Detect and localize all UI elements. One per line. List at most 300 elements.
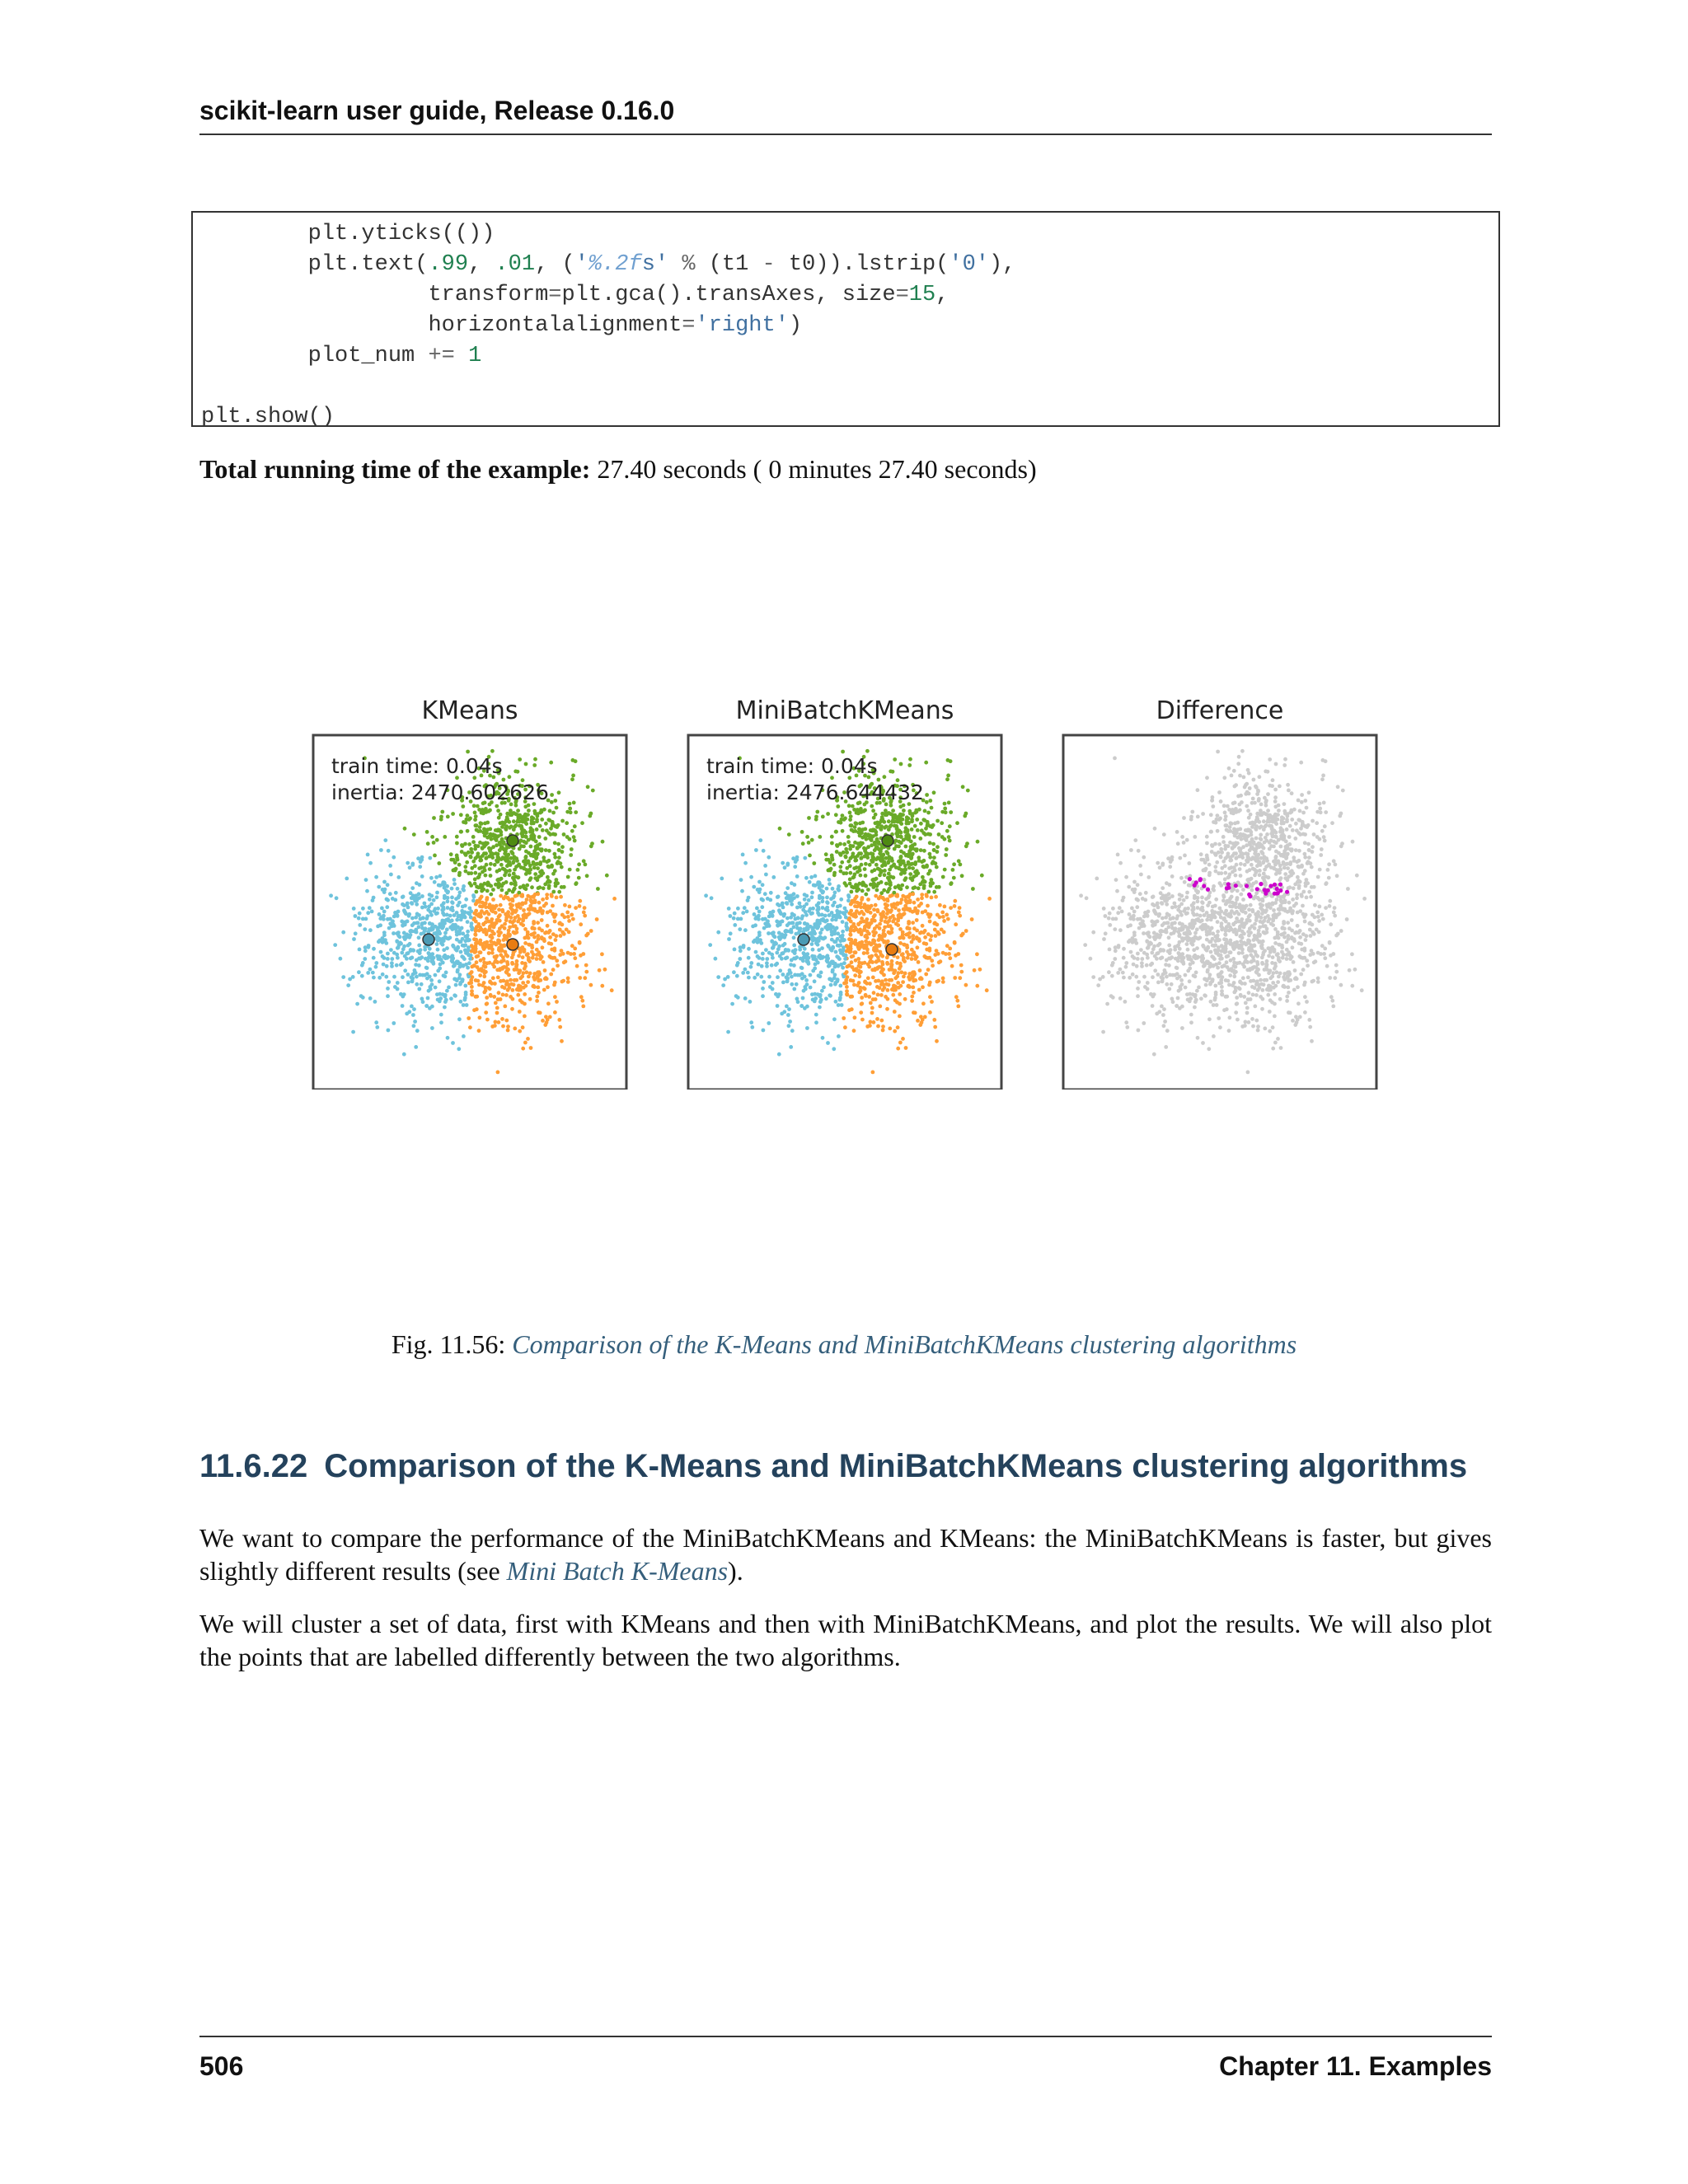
scatter-point — [379, 848, 383, 852]
scatter-point — [1146, 956, 1150, 960]
scatter-point — [881, 853, 885, 857]
scatter-point — [436, 948, 440, 952]
scatter-point — [441, 943, 445, 947]
scatter-point — [818, 931, 823, 935]
scatter-point — [1277, 804, 1281, 808]
scatter-point — [424, 1004, 429, 1008]
scatter-point — [1307, 848, 1311, 852]
scatter-point — [757, 914, 761, 918]
scatter-point — [1262, 860, 1266, 864]
scatter-point — [776, 902, 780, 907]
scatter-point — [743, 996, 748, 1001]
scatter-point — [1091, 930, 1095, 935]
scatter-point — [1195, 927, 1199, 931]
scatter-point — [754, 848, 758, 852]
scatter-point — [1124, 875, 1128, 879]
scatter-point — [441, 905, 445, 909]
scatter-point — [897, 866, 901, 870]
scatter-point — [1139, 948, 1143, 952]
scatter-point — [385, 898, 389, 902]
scatter-point — [847, 1008, 851, 1012]
scatter-point — [879, 993, 884, 997]
scatter-point — [548, 809, 552, 813]
scatter-point — [483, 822, 487, 826]
scatter-point — [445, 946, 449, 950]
scatter-point — [378, 916, 382, 921]
scatter-point — [885, 1007, 889, 1011]
scatter-point — [892, 864, 896, 868]
scatter-point — [826, 812, 830, 816]
scatter-point — [485, 1001, 489, 1005]
scatter-point — [486, 881, 490, 885]
scatter-point — [1241, 888, 1245, 892]
scatter-point — [1217, 842, 1221, 846]
scatter-point — [915, 937, 919, 941]
code-token: % — [682, 252, 696, 277]
scatter-point — [499, 863, 504, 867]
scatter-point — [1273, 799, 1278, 804]
scatter-point — [865, 908, 869, 912]
scatter-point — [1259, 837, 1263, 841]
scatter-point — [476, 851, 481, 855]
scatter-point — [459, 830, 463, 834]
scatter-point — [460, 954, 464, 958]
scatter-point — [824, 996, 828, 1001]
scatter-point — [975, 952, 979, 956]
scatter-point — [1167, 913, 1171, 917]
scatter-point — [400, 962, 404, 966]
scatter-point — [446, 1036, 450, 1040]
scatter-point — [601, 840, 605, 844]
scatter-point — [820, 946, 824, 950]
scatter-point — [543, 1023, 547, 1027]
scatter-point — [1321, 774, 1325, 778]
scatter-point — [494, 1020, 498, 1024]
scatter-point — [542, 859, 546, 863]
scatter-point — [813, 1000, 817, 1004]
scatter-point — [857, 865, 861, 869]
scatter-point — [860, 841, 865, 846]
scatter-point — [896, 1047, 900, 1051]
scatter-point — [435, 838, 439, 842]
scatter-point — [846, 926, 850, 930]
scatter-point — [753, 912, 757, 916]
scatter-point — [540, 929, 544, 933]
scatter-point — [867, 995, 871, 999]
scatter-point — [522, 908, 526, 912]
scatter-point — [497, 991, 501, 995]
scatter-point — [785, 901, 789, 905]
scatter-point — [789, 916, 793, 920]
scatter-point — [845, 993, 849, 997]
scatter-point — [832, 896, 836, 900]
scatter-point — [811, 907, 815, 911]
scatter-point — [757, 880, 762, 884]
scatter-point — [540, 955, 544, 959]
scatter-point — [851, 875, 856, 879]
scatter-point — [388, 864, 392, 868]
scatter-point — [1282, 821, 1286, 825]
scatter-point — [536, 866, 540, 870]
scatter-point — [957, 911, 961, 915]
scatter-point — [898, 1041, 903, 1045]
scatter-point — [462, 884, 466, 888]
scatter-point — [880, 815, 884, 819]
scatter-point — [1096, 983, 1100, 987]
scatter-point — [815, 926, 819, 930]
scatter-point — [864, 993, 868, 997]
scatter-point — [795, 874, 799, 879]
scatter-point — [913, 870, 917, 874]
scatter-point — [1231, 854, 1235, 858]
scatter-point — [926, 932, 931, 936]
scatter-point — [446, 899, 450, 903]
scatter-point — [917, 960, 921, 964]
scatter-point — [1243, 785, 1247, 790]
scatter-point — [479, 858, 483, 862]
scatter-point — [1259, 833, 1263, 837]
scatter-point — [475, 960, 479, 964]
scatter-point — [401, 1004, 405, 1008]
scatter-point — [366, 971, 370, 975]
scatter-point — [828, 860, 832, 865]
scatter-point — [565, 821, 569, 825]
scatter-point — [930, 878, 934, 882]
scatter-point — [1193, 1000, 1198, 1004]
scatter-point — [1296, 799, 1301, 803]
scatter-point — [406, 902, 410, 906]
code-token: = — [682, 313, 696, 338]
scatter-point — [1301, 890, 1306, 894]
scatter-point — [872, 934, 876, 938]
scatter-point — [795, 894, 799, 898]
scatter-point — [364, 878, 368, 882]
scatter-point — [901, 952, 905, 956]
scatter-point — [463, 865, 467, 869]
scatter-point — [538, 1011, 542, 1015]
scatter-point — [847, 937, 851, 941]
scatter-point — [368, 928, 373, 932]
scatter-point — [834, 813, 838, 817]
scatter-point — [856, 905, 860, 909]
scatter-point — [753, 976, 757, 980]
scatter-point — [586, 785, 590, 789]
scatter-point — [1299, 827, 1303, 831]
scatter-point — [741, 911, 745, 915]
scatter-point — [1118, 861, 1123, 865]
scatter-point — [1175, 966, 1179, 970]
scatter-point — [528, 959, 532, 963]
scatter-point — [1120, 910, 1124, 914]
scatter-point — [411, 1013, 415, 1017]
scatter-point — [372, 947, 376, 951]
scatter-point — [841, 829, 845, 833]
scatter-point — [1327, 862, 1331, 866]
scatter-point — [358, 923, 362, 927]
scatter-point — [1105, 1002, 1109, 1006]
scatter-point — [809, 925, 813, 929]
scatter-point — [789, 1045, 793, 1049]
scatter-point — [515, 987, 519, 991]
scatter-point — [1339, 812, 1343, 816]
scatter-point — [517, 864, 521, 868]
scatter-point — [524, 835, 528, 839]
scatter-point — [787, 1007, 791, 1011]
scatter-point — [1160, 979, 1165, 983]
scatter-point — [757, 956, 762, 960]
scatter-point — [1167, 892, 1171, 896]
scatter-point — [940, 835, 945, 839]
scatter-point — [352, 907, 356, 911]
scatter-point — [911, 921, 915, 925]
scatter-point — [443, 835, 447, 839]
scatter-point — [1258, 775, 1262, 779]
scatter-point — [881, 1029, 885, 1033]
scatter-point — [841, 813, 845, 818]
scatter-point — [973, 968, 977, 972]
scatter-point — [781, 944, 785, 948]
scatter-point — [537, 901, 542, 905]
scatter-point — [845, 970, 849, 974]
scatter-point — [532, 985, 537, 989]
scatter-point — [550, 948, 554, 952]
scatter-point — [953, 899, 957, 903]
scatter-point — [408, 865, 412, 869]
scatter-point — [535, 948, 539, 952]
scatter-point — [492, 995, 496, 999]
scatter-point — [544, 1015, 548, 1019]
scatter-point — [844, 883, 848, 888]
scatter-point — [790, 902, 794, 907]
scatter-point — [1209, 813, 1213, 817]
scatter-point — [733, 912, 737, 916]
scatter-point — [509, 811, 513, 815]
scatter-point — [1282, 802, 1287, 806]
scatter-point — [1232, 769, 1236, 773]
scatter-point — [1305, 878, 1309, 882]
scatter-point — [459, 813, 463, 817]
scatter-point — [394, 891, 398, 895]
scatter-point — [484, 905, 488, 909]
scatter-point — [468, 1025, 472, 1029]
scatter-point — [814, 818, 818, 822]
scatter-point — [382, 963, 386, 967]
scatter-point — [932, 848, 936, 852]
scatter-point — [1113, 757, 1117, 761]
scatter-point — [907, 921, 911, 926]
scatter-point — [875, 1017, 879, 1021]
scatter-point — [1171, 1000, 1175, 1004]
scatter-point — [475, 995, 479, 999]
scatter-point — [1116, 911, 1120, 915]
scatter-point — [1286, 852, 1290, 856]
scatter-point — [472, 804, 476, 808]
scatter-point — [480, 822, 484, 826]
scatter-point — [761, 952, 765, 956]
scatter-point — [889, 770, 893, 774]
scatter-point — [878, 1005, 882, 1009]
scatter-point — [420, 874, 424, 879]
scatter-point — [583, 976, 587, 980]
scatter-point — [403, 937, 407, 941]
kmeans-comparison-figure — [305, 694, 1385, 1090]
scatter-point — [1288, 824, 1292, 828]
scatter-point — [915, 955, 919, 959]
scatter-point — [474, 933, 478, 937]
scatter-point — [912, 835, 917, 839]
scatter-point — [589, 929, 593, 933]
scatter-point — [741, 971, 745, 975]
scatter-point — [1170, 982, 1174, 987]
scatter-point — [893, 757, 897, 762]
scatter-point — [467, 975, 471, 979]
scatter-point — [1207, 863, 1212, 867]
scatter-point — [555, 806, 559, 810]
scatter-point — [960, 874, 964, 878]
scatter-point — [770, 931, 774, 935]
scatter-point — [941, 980, 945, 984]
scatter-point — [1254, 891, 1259, 895]
scatter-point — [1162, 1007, 1166, 1011]
scatter-point — [1170, 906, 1175, 910]
scatter-point — [1107, 970, 1111, 974]
scatter-point — [509, 825, 513, 829]
scatter-point — [485, 961, 490, 965]
scatter-point — [1124, 961, 1128, 965]
scatter-point — [812, 861, 816, 865]
scatter-point — [792, 987, 796, 991]
scatter-point — [456, 887, 460, 891]
scatter-point — [583, 906, 587, 910]
scatter-point — [753, 939, 757, 943]
scatter-point — [935, 913, 940, 917]
scatter-point — [1300, 800, 1304, 804]
scatter-point — [366, 911, 370, 915]
scatter-point — [525, 935, 529, 940]
scatter-point — [784, 956, 788, 960]
scatter-point — [487, 951, 491, 955]
scatter-point — [518, 1029, 522, 1033]
scatter-point — [457, 1017, 462, 1021]
scatter-point — [346, 983, 350, 987]
scatter-point — [600, 984, 604, 988]
center-blue-kmeans — [423, 934, 434, 945]
scatter-point — [523, 855, 528, 860]
scatter-point — [603, 968, 607, 972]
scatter-point — [943, 807, 947, 811]
scatter-point — [1236, 762, 1240, 766]
scatter-point — [1254, 858, 1258, 862]
scatter-point — [1315, 821, 1319, 825]
scatter-point — [796, 916, 800, 920]
scatter-point — [1185, 838, 1189, 842]
scatter-point — [932, 855, 936, 860]
scatter-point — [940, 911, 945, 915]
scatter-point — [955, 821, 959, 825]
scatter-point — [494, 851, 498, 855]
scatter-point — [842, 961, 846, 965]
scatter-point — [1180, 835, 1184, 839]
scatter-point — [1145, 963, 1149, 968]
scatter-point — [481, 808, 485, 812]
code-line — [201, 402, 1490, 433]
scatter-point — [591, 789, 595, 793]
panel-title-difference: Difference — [1156, 696, 1284, 725]
scatter-point — [500, 1017, 504, 1021]
scatter-point — [498, 842, 502, 846]
scatter-point — [729, 914, 733, 918]
scatter-point — [1295, 828, 1299, 832]
scatter-point — [1273, 795, 1278, 799]
scatter-point — [1165, 982, 1169, 987]
scatter-point — [535, 999, 539, 1003]
scatter-point — [445, 913, 449, 917]
scatter-point — [1311, 819, 1315, 823]
scatter-point — [825, 900, 829, 904]
scatter-point — [1188, 979, 1192, 983]
scatter-point — [1127, 885, 1131, 889]
scatter-point — [941, 875, 945, 879]
scatter-point — [805, 835, 809, 839]
scatter-point — [396, 875, 401, 879]
scatter-point — [1292, 859, 1296, 863]
scatter-point — [523, 992, 527, 996]
scatter-point — [815, 920, 819, 924]
scatter-point — [926, 968, 931, 972]
scatter-point — [1248, 842, 1252, 846]
scatter-point — [391, 919, 395, 923]
scatter-point — [464, 821, 468, 825]
scatter-point — [438, 979, 442, 983]
scatter-point — [708, 943, 712, 947]
scatter-point — [903, 959, 907, 963]
scatter-point — [1155, 952, 1159, 956]
scatter-point — [758, 838, 762, 842]
scatter-point — [750, 1025, 754, 1029]
scatter-point — [1176, 996, 1180, 1001]
scatter-point — [836, 905, 840, 909]
scatter-point — [943, 905, 947, 909]
scatter-point — [570, 847, 574, 851]
scatter-point — [801, 841, 805, 846]
scatter-point — [916, 828, 920, 832]
scatter-point — [959, 863, 963, 867]
scatter-point — [518, 1010, 522, 1014]
scatter-point — [1179, 987, 1183, 991]
scatter-point — [1319, 853, 1323, 857]
scatter-point — [838, 910, 842, 914]
scatter-point — [472, 895, 476, 899]
scatter-point — [442, 973, 446, 977]
scatter-point — [898, 886, 902, 890]
scatter-point — [547, 849, 551, 853]
scatter-point — [475, 885, 479, 889]
scatter-point — [506, 1024, 510, 1029]
scatter-point — [365, 889, 369, 893]
scatter-point — [921, 930, 926, 935]
scatter-point — [466, 930, 470, 934]
scatter-point — [548, 909, 552, 913]
scatter-point — [1235, 898, 1239, 902]
scatter-point — [765, 957, 769, 961]
scatter-point — [541, 1019, 545, 1023]
scatter-point — [1301, 904, 1305, 908]
scatter-point — [805, 1026, 809, 1030]
scatter-point — [354, 931, 358, 935]
scatter-point — [771, 981, 775, 985]
scatter-point — [526, 894, 530, 898]
scatter-point — [1254, 785, 1258, 789]
